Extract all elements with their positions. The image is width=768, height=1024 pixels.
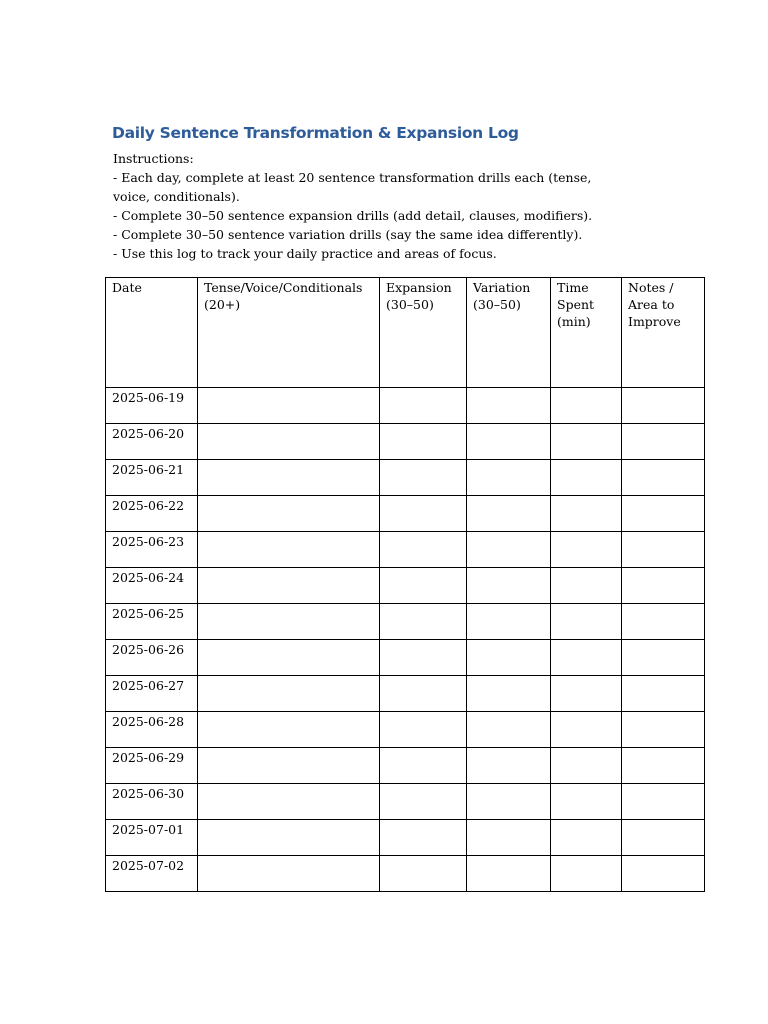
notes-cell[interactable] (622, 532, 705, 568)
date-cell (106, 748, 198, 784)
notes-cell[interactable] (622, 460, 705, 496)
date-value: 2025-06-28 (112, 714, 185, 729)
header-row (106, 278, 705, 388)
expansion-cell[interactable] (380, 460, 467, 496)
date-cell (106, 460, 198, 496)
date-value: 2025-06-23 (112, 534, 185, 549)
notes-cell[interactable] (622, 424, 705, 460)
expansion-cell[interactable] (380, 784, 467, 820)
date-value: 2025-07-02 (112, 858, 185, 873)
table-row (106, 784, 705, 820)
table-row (106, 820, 705, 856)
tense-voice-cell[interactable] (198, 748, 380, 784)
table-row (106, 424, 705, 460)
table-row (106, 388, 705, 424)
expansion-cell[interactable] (380, 820, 467, 856)
expansion-cell[interactable] (380, 676, 467, 712)
tense-voice-cell[interactable] (198, 532, 380, 568)
date-value: 2025-06-22 (112, 498, 185, 513)
time-spent-cell[interactable] (551, 568, 622, 604)
time-spent-cell[interactable] (551, 712, 622, 748)
date-cell (106, 676, 198, 712)
expansion-cell[interactable] (380, 604, 467, 640)
column-header-expansion (380, 278, 467, 388)
time-spent-cell[interactable] (551, 748, 622, 784)
time-spent-cell[interactable] (551, 460, 622, 496)
date-value: 2025-06-27 (112, 678, 185, 693)
time-spent-cell[interactable] (551, 496, 622, 532)
notes-cell[interactable] (622, 676, 705, 712)
time-spent-cell[interactable] (551, 784, 622, 820)
variation-cell[interactable] (467, 748, 551, 784)
date-cell (106, 640, 198, 676)
table-row (106, 604, 705, 640)
variation-cell[interactable] (467, 784, 551, 820)
notes-cell[interactable] (622, 568, 705, 604)
tense-voice-cell[interactable] (198, 820, 380, 856)
instruction-line: - Use this log to track your daily practice and areas of focus. (113, 246, 497, 261)
column-header-notes-label: Notes / Area to Improve (628, 280, 681, 329)
notes-cell[interactable] (622, 388, 705, 424)
time-spent-cell[interactable] (551, 424, 622, 460)
variation-cell[interactable] (467, 568, 551, 604)
variation-cell[interactable] (467, 820, 551, 856)
date-cell (106, 532, 198, 568)
variation-cell[interactable] (467, 856, 551, 892)
table-row (106, 856, 705, 892)
expansion-cell[interactable] (380, 424, 467, 460)
column-header-time-spent (551, 278, 622, 388)
table-header (106, 278, 705, 388)
column-header-tense-voice (198, 278, 380, 388)
expansion-cell[interactable] (380, 748, 467, 784)
table-row (106, 748, 705, 784)
date-cell (106, 424, 198, 460)
time-spent-cell[interactable] (551, 856, 622, 892)
column-header-expansion-label: Expansion (30–50) (386, 280, 452, 312)
time-spent-cell[interactable] (551, 388, 622, 424)
date-cell (106, 820, 198, 856)
tense-voice-cell[interactable] (198, 496, 380, 532)
date-value: 2025-06-29 (112, 750, 185, 765)
tense-voice-cell[interactable] (198, 568, 380, 604)
time-spent-cell[interactable] (551, 820, 622, 856)
tense-voice-cell[interactable] (198, 856, 380, 892)
column-header-variation-label: Variation (30–50) (473, 280, 531, 312)
instruction-line: - Complete 30–50 sentence variation drills (say the same idea differently). (113, 227, 583, 242)
date-value: 2025-06-25 (112, 606, 185, 621)
date-value: 2025-06-20 (112, 426, 185, 441)
expansion-cell[interactable] (380, 568, 467, 604)
variation-cell[interactable] (467, 532, 551, 568)
table-body (106, 388, 705, 892)
variation-cell[interactable] (467, 460, 551, 496)
date-value: 2025-06-24 (112, 570, 185, 585)
instructions-block (113, 149, 613, 263)
expansion-cell[interactable] (380, 712, 467, 748)
tense-voice-cell[interactable] (198, 712, 380, 748)
time-spent-cell[interactable] (551, 532, 622, 568)
variation-cell[interactable] (467, 640, 551, 676)
variation-cell[interactable] (467, 496, 551, 532)
document-title: Daily Sentence Transformation & Expansion Log (112, 124, 519, 142)
date-cell (106, 856, 198, 892)
expansion-cell[interactable] (380, 388, 467, 424)
table-row (106, 712, 705, 748)
tense-voice-cell[interactable] (198, 604, 380, 640)
table-row (106, 568, 705, 604)
date-value: 2025-07-01 (112, 822, 185, 837)
date-cell (106, 388, 198, 424)
notes-cell[interactable] (622, 820, 705, 856)
expansion-cell[interactable] (380, 856, 467, 892)
expansion-cell[interactable] (380, 532, 467, 568)
time-spent-cell[interactable] (551, 640, 622, 676)
date-cell (106, 604, 198, 640)
instruction-line: - Each day, complete at least 20 sentence transformation drills each (tense, voice, conditionals). (113, 170, 592, 204)
column-header-time-spent-label: Time Spent (min) (557, 280, 595, 329)
variation-cell[interactable] (467, 712, 551, 748)
date-cell (106, 712, 198, 748)
tense-voice-cell[interactable] (198, 388, 380, 424)
column-header-variation (467, 278, 551, 388)
notes-cell[interactable] (622, 496, 705, 532)
expansion-cell[interactable] (380, 640, 467, 676)
tense-voice-cell[interactable] (198, 676, 380, 712)
variation-cell[interactable] (467, 424, 551, 460)
date-value: 2025-06-26 (112, 642, 185, 657)
instructions-heading: Instructions: (113, 151, 194, 166)
time-spent-cell[interactable] (551, 676, 622, 712)
date-cell (106, 568, 198, 604)
practice-log-table (105, 277, 705, 892)
column-header-date-label: Date (112, 280, 142, 295)
time-spent-cell[interactable] (551, 604, 622, 640)
variation-cell[interactable] (467, 604, 551, 640)
notes-cell[interactable] (622, 784, 705, 820)
date-value: 2025-06-30 (112, 786, 185, 801)
notes-cell[interactable] (622, 856, 705, 892)
table-row (106, 640, 705, 676)
notes-cell[interactable] (622, 712, 705, 748)
notes-cell[interactable] (622, 640, 705, 676)
column-header-notes (622, 278, 705, 388)
tense-voice-cell[interactable] (198, 460, 380, 496)
date-value: 2025-06-19 (112, 390, 185, 405)
table-row (106, 460, 705, 496)
table-row (106, 496, 705, 532)
variation-cell[interactable] (467, 676, 551, 712)
expansion-cell[interactable] (380, 496, 467, 532)
date-cell (106, 496, 198, 532)
table-row (106, 532, 705, 568)
column-header-tense-voice-label: Tense/Voice/Conditionals (20+) (204, 280, 363, 312)
date-value: 2025-06-21 (112, 462, 185, 477)
variation-cell[interactable] (467, 388, 551, 424)
instruction-line: - Complete 30–50 sentence expansion drills (add detail, clauses, modifiers). (113, 208, 593, 223)
tense-voice-cell[interactable] (198, 424, 380, 460)
column-header-date (106, 278, 198, 388)
date-cell (106, 784, 198, 820)
tense-voice-cell[interactable] (198, 640, 380, 676)
notes-cell[interactable] (622, 748, 705, 784)
table-row (106, 676, 705, 712)
tense-voice-cell[interactable] (198, 784, 380, 820)
notes-cell[interactable] (622, 604, 705, 640)
